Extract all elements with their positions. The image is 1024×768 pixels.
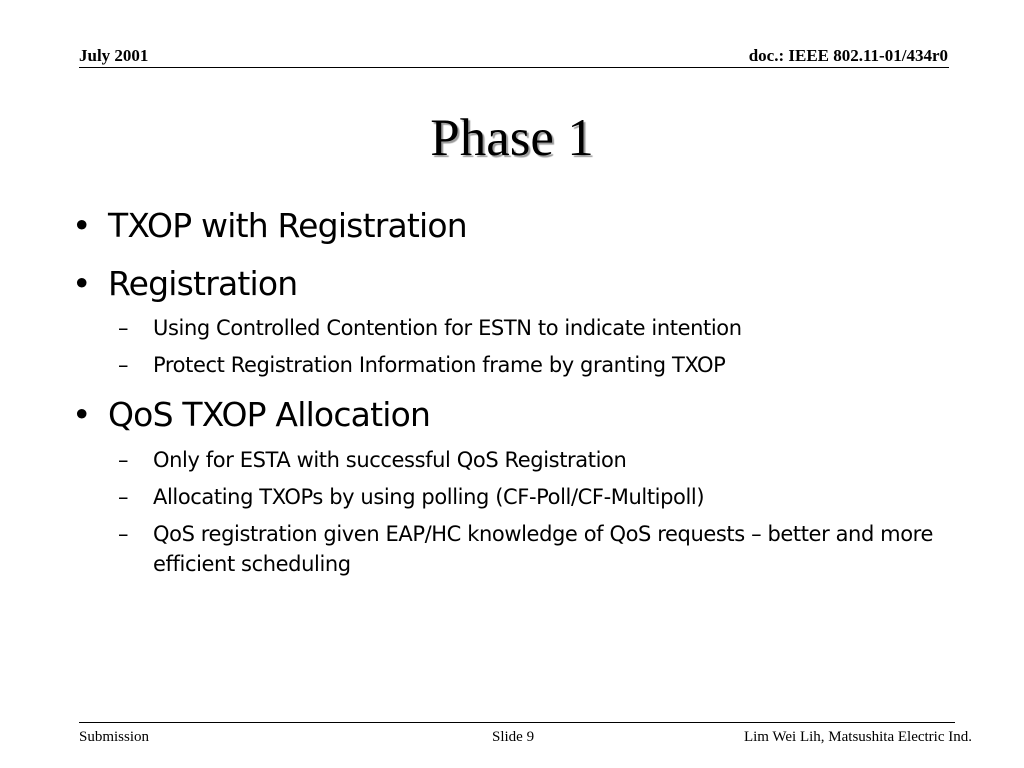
footer-author: Lim Wei Lih, Matsushita Electric Ind.: [743, 729, 972, 745]
bullet-marker: •: [72, 264, 91, 303]
sub-bullet-text: Only for ESTA with successful QoS Registration: [153, 448, 627, 472]
bullet-txop-with-registration: [72, 206, 467, 245]
header-divider: [79, 67, 949, 68]
sub-bullet-controlled-contention: [118, 313, 978, 343]
sub-bullet-marker: –: [118, 448, 129, 472]
slide-title: Phase 1: [430, 109, 594, 167]
header-date: July 2001: [79, 46, 149, 65]
sub-bullet-text: Protect Registration Information frame by granting TXOP: [153, 353, 726, 377]
sub-bullet-text: Using Controlled Contention for ESTN to indicate intention: [153, 316, 742, 340]
footer-slide-number: Slide 9: [492, 729, 535, 745]
bullet-qos-txop-allocation: [72, 395, 430, 434]
sub-bullet-allocating-txops: [118, 482, 978, 512]
bullet-text: TXOP with Registration: [108, 206, 467, 245]
sub-bullet-text: Allocating TXOPs by using polling (CF-Poll/CF-Multipoll): [153, 485, 705, 509]
sub-bullet-marker: –: [118, 522, 129, 546]
sub-bullet-qos-registration-knowledge: [118, 519, 978, 579]
sub-bullet-only-for-esta: [118, 445, 978, 475]
bullet-marker: •: [72, 395, 91, 434]
sub-bullet-text: QoS registration given EAP/HC knowledge of QoS requests – better and more efficient scheduling: [153, 522, 933, 576]
footer-submission: Submission: [79, 729, 150, 745]
sub-bullet-marker: –: [118, 353, 129, 377]
bullet-text: QoS TXOP Allocation: [108, 395, 431, 434]
bullet-registration: [72, 264, 297, 303]
sub-bullet-marker: –: [118, 485, 129, 509]
sub-bullet-protect-registration: [118, 350, 978, 380]
sub-bullet-marker: –: [118, 316, 129, 340]
bullet-text: Registration: [108, 264, 298, 303]
header-doc-id: doc.: IEEE 802.11-01/434r0: [748, 46, 948, 65]
footer-divider: [79, 722, 955, 723]
bullet-marker: •: [72, 206, 91, 245]
